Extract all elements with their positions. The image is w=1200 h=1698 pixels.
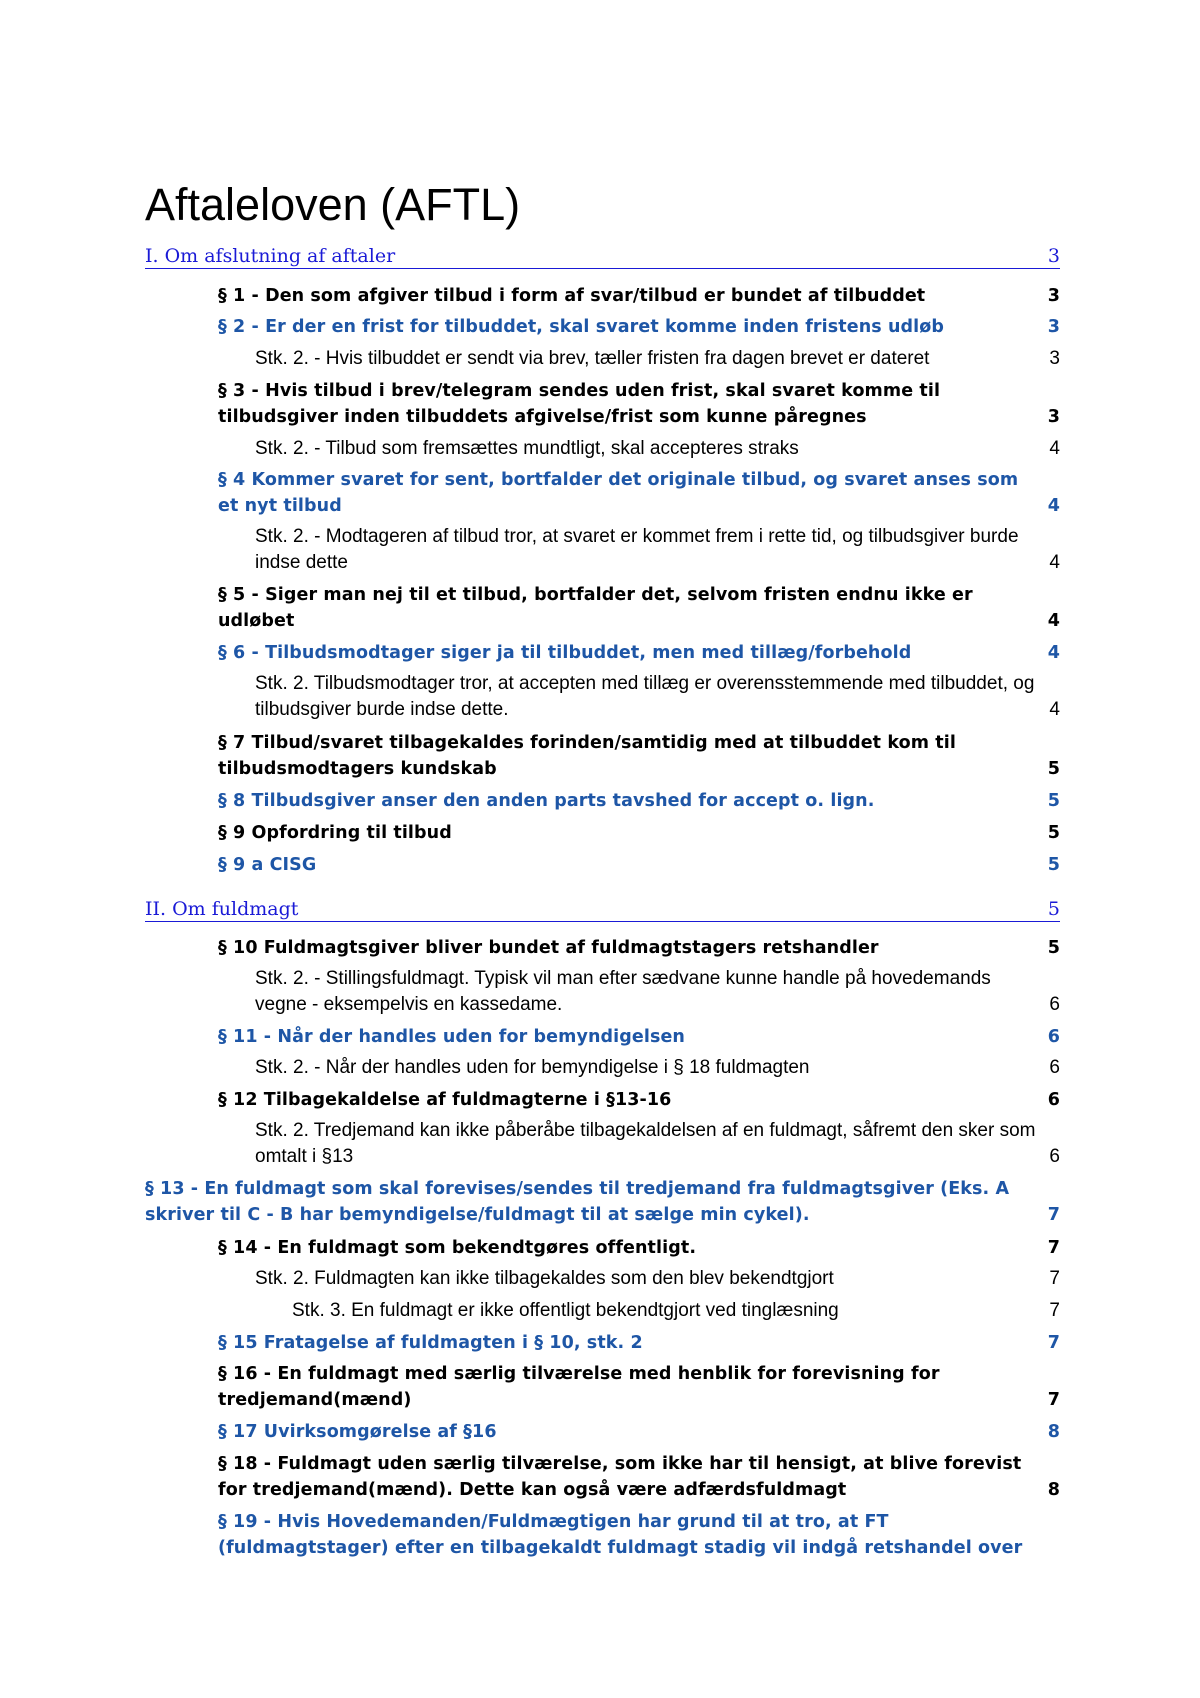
toc-page-number: 6 [1049,994,1060,1015]
toc-page-number: 7 [1047,1390,1060,1410]
toc-page-number: 4 [1049,438,1060,459]
toc-entry-section-12-stk-2[interactable] [255,1118,1060,1170]
toc-entry-text: Stk. 2. Tredjemand kan ikke påberåbe tilbagekaldelsen af en fuldmagt, såfremt den sker som omtalt i §13 [255,1120,1036,1167]
toc-page-number: 4 [1047,496,1060,516]
toc-entry-section-5[interactable] [218,582,1060,634]
toc-page-number: 5 [1047,938,1060,958]
toc-entry-text: § 19 - Hvis Hovedemanden/Fuldmægtigen har grund til at tro, at FT (fuldmagtstager) efter en tilbagekaldt fuldmagt stadig vil indgå retshandel over [218,1512,1023,1558]
toc-page-number: 5 [1047,823,1060,843]
toc-entry-section-1[interactable] [218,283,1060,309]
toc-entry-text: § 4 Kommer svaret for sent, bortfalder det originale tilbud, og svaret anses som et nyt tilbud [218,470,1019,516]
toc-entry-text: § 6 - Tilbudsmodtager siger ja til tilbuddet, men med tillæg/forbehold [218,643,912,663]
toc-page-number: 7 [1047,1333,1060,1353]
toc-entry-section-2[interactable] [218,314,1060,340]
toc-entry-text: Stk. 2. - Stillingsfuldmagt. Typisk vil man efter sædvane kunne handle på hovedemands vegne - eksempelvis en kassedame. [255,968,991,1015]
toc-page-number: 6 [1049,1057,1060,1078]
toc-entry-text: Stk. 2. - Tilbud som fremsættes mundtligt, skal accepteres straks [255,438,799,459]
toc-entry-text: § 13 - En fuldmagt som skal forevises/sendes til tredjemand fra fuldmagtsgiver (Eks. A skriver til C - B har bemyndigelse/fuldmagt til at sælge min cykel). [145,1179,1010,1225]
toc-entry-text: Stk. 2. Fuldmagten kan ikke tilbagekaldes som den blev bekendtgjort [255,1268,834,1289]
toc-entry-section-13[interactable] [145,1176,1060,1228]
toc-entry-section-15[interactable] [218,1330,1060,1356]
toc-entry-section-4[interactable] [218,467,1060,519]
toc-entry-text: § 5 - Siger man nej til et tilbud, bortfalder det, selvom fristen endnu ikke er udløbet [218,585,973,631]
toc-entry-section-8[interactable] [218,788,1060,814]
document-title: Aftaleloven (AFTL) [145,179,521,231]
toc-entry-section-18[interactable] [218,1451,1060,1503]
toc-entry-text: § 1 - Den som afgiver tilbud i form af svar/tilbud er bundet af tilbuddet [218,286,926,306]
toc-chapter-1-link[interactable] [145,244,1060,269]
toc-entry-section-9[interactable] [218,820,1060,846]
toc-entry-section-14-stk-2[interactable] [255,1266,1060,1292]
toc-entry-text: § 10 Fuldmagtsgiver bliver bundet af fuldmagtstagers retshandler [218,938,879,958]
toc-entry-section-14-stk-3[interactable] [292,1298,1060,1324]
toc-entry-section-19[interactable] [218,1509,1060,1561]
toc-entry-text: Stk. 3. En fuldmagt er ikke offentligt bekendtgjort ved tinglæsning [292,1300,839,1321]
toc-entry-section-3[interactable] [218,378,1060,430]
toc-entry-section-7[interactable] [218,730,1060,782]
toc-entry-text: § 18 - Fuldmagt uden særlig tilværelse, som ikke har til hensigt, at blive forevist for tredjemand(mænd). Dette kan også være adfærdsfuldmagt [218,1454,1022,1500]
toc-entry-text: § 14 - En fuldmagt som bekendtgøres offentligt. [218,1238,697,1258]
toc-entry-text: Stk. 2. - Modtageren af tilbud tror, at svaret er kommet frem i rette tid, og tilbudsgiver burde indse dette [255,526,1019,573]
toc-entry-text: § 15 Fratagelse af fuldmagten i § 10, stk. 2 [218,1333,643,1353]
toc-entry-section-14[interactable] [218,1235,1060,1261]
toc-page-number: 7 [1047,1238,1060,1258]
toc-page-number: 5 [1047,759,1060,779]
toc-entry-text: § 9 Opfordring til tilbud [218,823,452,843]
toc-entry-text: Stk. 2. - Hvis tilbuddet er sendt via brev, tæller fristen fra dagen brevet er dateret [255,348,930,369]
toc-page-number: 4 [1049,699,1060,720]
toc-entry-text: I. Om afslutning af aftaler [145,245,396,267]
toc-page-number: 8 [1047,1422,1060,1442]
toc-page-number: 4 [1047,611,1060,631]
toc-entry-section-12[interactable] [218,1087,1060,1113]
toc-entry-text: § 11 - Når der handles uden for bemyndigelsen [218,1027,685,1047]
toc-page-number: 3 [1047,245,1060,267]
toc-entry-section-10-stk-2[interactable] [255,966,1060,1018]
toc-page-number: 6 [1047,1027,1060,1047]
toc-page-number: 4 [1049,552,1060,573]
toc-entry-text: II. Om fuldmagt [145,898,299,920]
toc-entry-text: § 9 a CISG [218,855,317,875]
toc-entry-section-11[interactable] [218,1024,1060,1050]
toc-entry-text: § 3 - Hvis tilbud i brev/telegram sendes uden frist, skal svaret komme til tilbudsgiver inden tilbuddets afgivelse/frist som kunne påregnes [218,381,941,427]
toc-page-number: 7 [1047,1205,1060,1225]
toc-page-number: 7 [1049,1268,1060,1289]
toc-entry-text: Stk. 2. Tilbudsmodtager tror, at accepten med tillæg er overensstemmende med tilbuddet, og tilbudsgiver burde indse dette. [255,673,1035,720]
toc-entry-section-17[interactable] [218,1419,1060,1445]
toc-entry-section-16[interactable] [218,1361,1060,1413]
toc-page-number: 5 [1047,791,1060,811]
toc-page-number: 7 [1049,1300,1060,1321]
toc-entry-text: § 7 Tilbud/svaret tilbagekaldes forinden/samtidig med at tilbuddet kom til tilbudsmodtagers kundskab [218,733,956,779]
toc-page-number: 5 [1047,898,1060,920]
toc-entry-text: § 8 Tilbudsgiver anser den anden parts tavshed for accept o. lign. [218,791,875,811]
toc-page-number: 3 [1047,286,1060,306]
toc-page-number: 3 [1049,348,1060,369]
toc-page-number: 5 [1047,855,1060,875]
toc-entry-text: § 17 Uvirksomgørelse af §16 [218,1422,497,1442]
toc-entry-text: Stk. 2. - Når der handles uden for bemyndigelse i § 18 fuldmagten [255,1057,810,1078]
toc-page-number: 4 [1047,643,1060,663]
toc-page-number: 3 [1047,407,1060,427]
toc-entry-section-11-stk-2[interactable] [255,1055,1060,1081]
toc-entry-section-10[interactable] [218,935,1060,961]
toc-entry-section-6-stk-2[interactable] [255,671,1060,723]
toc-entry-text: § 16 - En fuldmagt med særlig tilværelse med henblik for forevisning for tredjemand(mænd) [218,1364,940,1410]
toc-entry-section-9a[interactable] [218,852,1060,878]
toc-entry-section-6[interactable] [218,640,1060,666]
toc-page-number: 6 [1047,1090,1060,1110]
toc-chapter-2-link[interactable] [145,897,1060,922]
toc-entry-section-3-stk-2[interactable] [255,436,1060,462]
toc-page-number: 8 [1047,1480,1060,1500]
toc-entry-text: § 12 Tilbagekaldelse af fuldmagterne i §13-16 [218,1090,672,1110]
toc-entry-section-4-stk-2[interactable] [255,524,1060,576]
toc-entry-text: § 2 - Er der en frist for tilbuddet, skal svaret komme inden fristens udløb [218,317,944,337]
toc-page-number: 6 [1049,1146,1060,1167]
toc-page-number: 3 [1047,317,1060,337]
toc-entry-section-2-stk-2[interactable] [255,346,1060,372]
